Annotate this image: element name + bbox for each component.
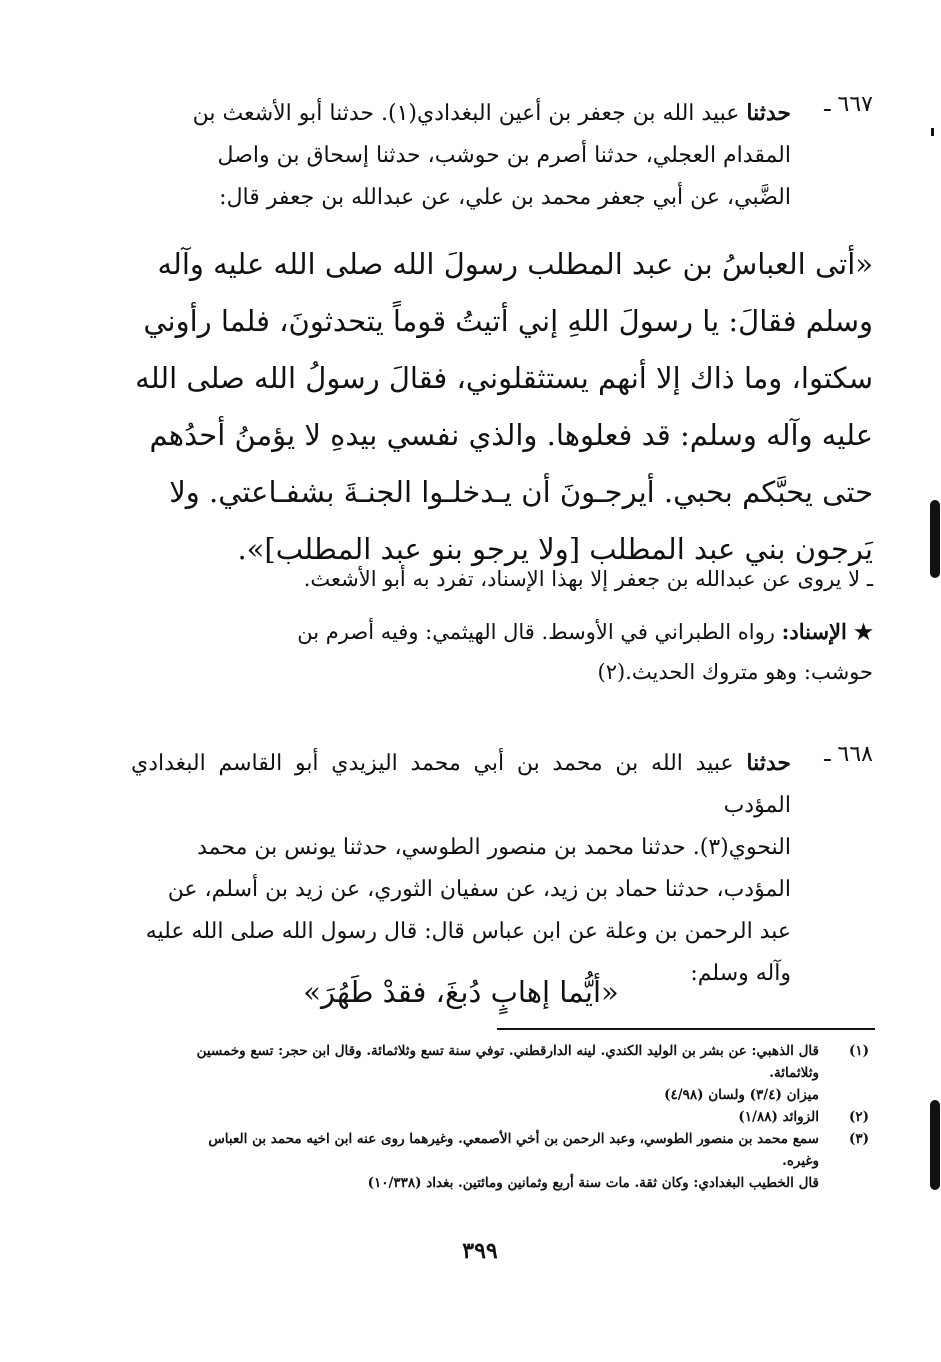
scan-edge-mark <box>931 128 934 136</box>
lead-word: حدثنا <box>746 100 791 126</box>
hadith-668-matn <box>131 968 791 1016</box>
footnote-number: (٣) <box>848 1131 870 1147</box>
isnad-text: عبيد الله بن محمد بن أبي محمد اليزيدي أبو القاسم البغدادي المؤدب <box>131 751 791 818</box>
dash: ـ <box>824 742 831 767</box>
matn-line: سكتوا، وما ذاك إلا أنهم يستثقلوني، فقالَ رسولُ الله صلى الله <box>135 361 873 395</box>
footnote-divider <box>497 1028 875 1030</box>
isnad-line: المقدام العجلي، حدثنا أصرم بن حوشب، حدثنا إسحاق بن واصل <box>217 143 791 168</box>
hadith-number-text: ٦٦٨ <box>837 742 873 767</box>
note-line: ـ لا يروى عن عبدالله بن جعفر إلا بهذا الإسناد، تفرد به أبو الأشعث. <box>303 567 873 591</box>
isnad-line: المؤدب، حدثنا حماد بن زيد، عن سفيان الثوري، عن زيد بن أسلم، عن <box>167 877 791 902</box>
isnad-note-line <box>133 612 873 652</box>
isnad-line: النحوي(٣). حدثنا محمد بن منصور الطوسي، حدثنا يونس بن محمد <box>197 835 791 860</box>
footnote-item <box>134 1128 879 1194</box>
matn-line: وسلم فقالَ: يا رسولَ اللهِ إني أتيتُ قوماً يتحدثونَ، فلما رأوني <box>143 304 873 338</box>
isnad-text: عبيد الله بن جعفر بن أعين البغدادي(١). حدثنا أبو الأشعث بن <box>192 101 740 126</box>
footnote-number: (٢) <box>848 1109 870 1125</box>
footnote-line: قال الذهبي: عن بشر بن الوليد الكندي. لينه الدارقطني. توفي سنة تسع وثلاثمائة. وقال ابن حجر: تسع وخمسين <box>196 1043 819 1059</box>
hadith-668-isnad <box>131 742 791 995</box>
footnote-line: وثلاثمائة. <box>769 1065 819 1081</box>
footnote-item <box>134 1040 879 1106</box>
scan-edge-mark <box>930 500 940 578</box>
lead-word: حدثنا <box>746 750 791 776</box>
matn-line: «أيُّما إهابٍ دُبغَ، فقدْ طَهُرَ» <box>303 975 619 1009</box>
isnad-line <box>131 92 791 135</box>
hadith-number-text: ٦٦٧ <box>837 92 873 117</box>
matn-line: حتى يحبَّكم بحبي. أيرجـونَ أن يـدخلـوا الجنـةَ بشفـاعتي. ولا <box>169 475 873 509</box>
isnad-note-text: رواه الطبراني في الأوسط. قال الهيثمي: وفيه أصرم بن <box>297 620 775 644</box>
hadith-number <box>824 92 873 117</box>
footnote-item <box>134 1106 879 1128</box>
hadith-667-isnad-note <box>133 612 873 692</box>
isnad-note-line: حوشب: وهو متروك الحديث.(٢) <box>597 660 873 684</box>
page-number: ٣٩٩ <box>462 1238 498 1264</box>
footnote-line: ميزان (٣/٤) ولسان (٤/٩٨) <box>664 1087 819 1103</box>
footnote-line: سمع محمد بن منصور الطوسي، وعبد الرحمن بن أخي الأصمعي. وغيرهما روى عنه ابن اخيه محمد بن العباس <box>208 1131 819 1147</box>
hadith-667-isnad <box>131 92 791 219</box>
footnote-number: (١) <box>848 1043 870 1059</box>
isnad-line <box>131 742 791 827</box>
dash: ـ <box>824 92 831 117</box>
hadith-667-note <box>133 560 873 598</box>
footnote-line: الزوائد (١/٨٨) <box>738 1109 819 1125</box>
hadith-number <box>824 742 873 767</box>
hadith-667-matn <box>133 236 873 578</box>
footnote-line: وغيره. <box>782 1153 819 1169</box>
matn-line: «أتى العباسُ بن عبد المطلب رسولَ الله صلى الله عليه وآله <box>157 247 873 281</box>
isnad-line: الضَّبي، عن أبي جعفر محمد بن علي، عن عبدالله بن جعفر قال: <box>219 185 791 210</box>
footnote-line: قال الخطيب البغدادي: وكان ثقة. مات سنة أربع وثمانين ومائتين. بغداد (١٠/٣٣٨) <box>367 1175 819 1191</box>
footnotes <box>134 1040 879 1194</box>
matn-line: عليه وآله وسلم: قد فعلوها. والذي نفسي بيدهِ لا يؤمنُ أحدُهم <box>149 418 873 452</box>
matn-line: يَرجون بني عبد المطلب [ولا يرجو بنو عبد المطلب]». <box>237 532 873 566</box>
isnad-line: عبد الرحمن بن وعلة عن ابن عباس قال: قال رسول الله صلى الله عليه <box>145 919 791 944</box>
scan-edge-mark <box>930 1100 940 1190</box>
isnad-line: وآله وسلم: <box>690 961 791 986</box>
isnad-label: ★ الإسناد: <box>781 619 873 644</box>
